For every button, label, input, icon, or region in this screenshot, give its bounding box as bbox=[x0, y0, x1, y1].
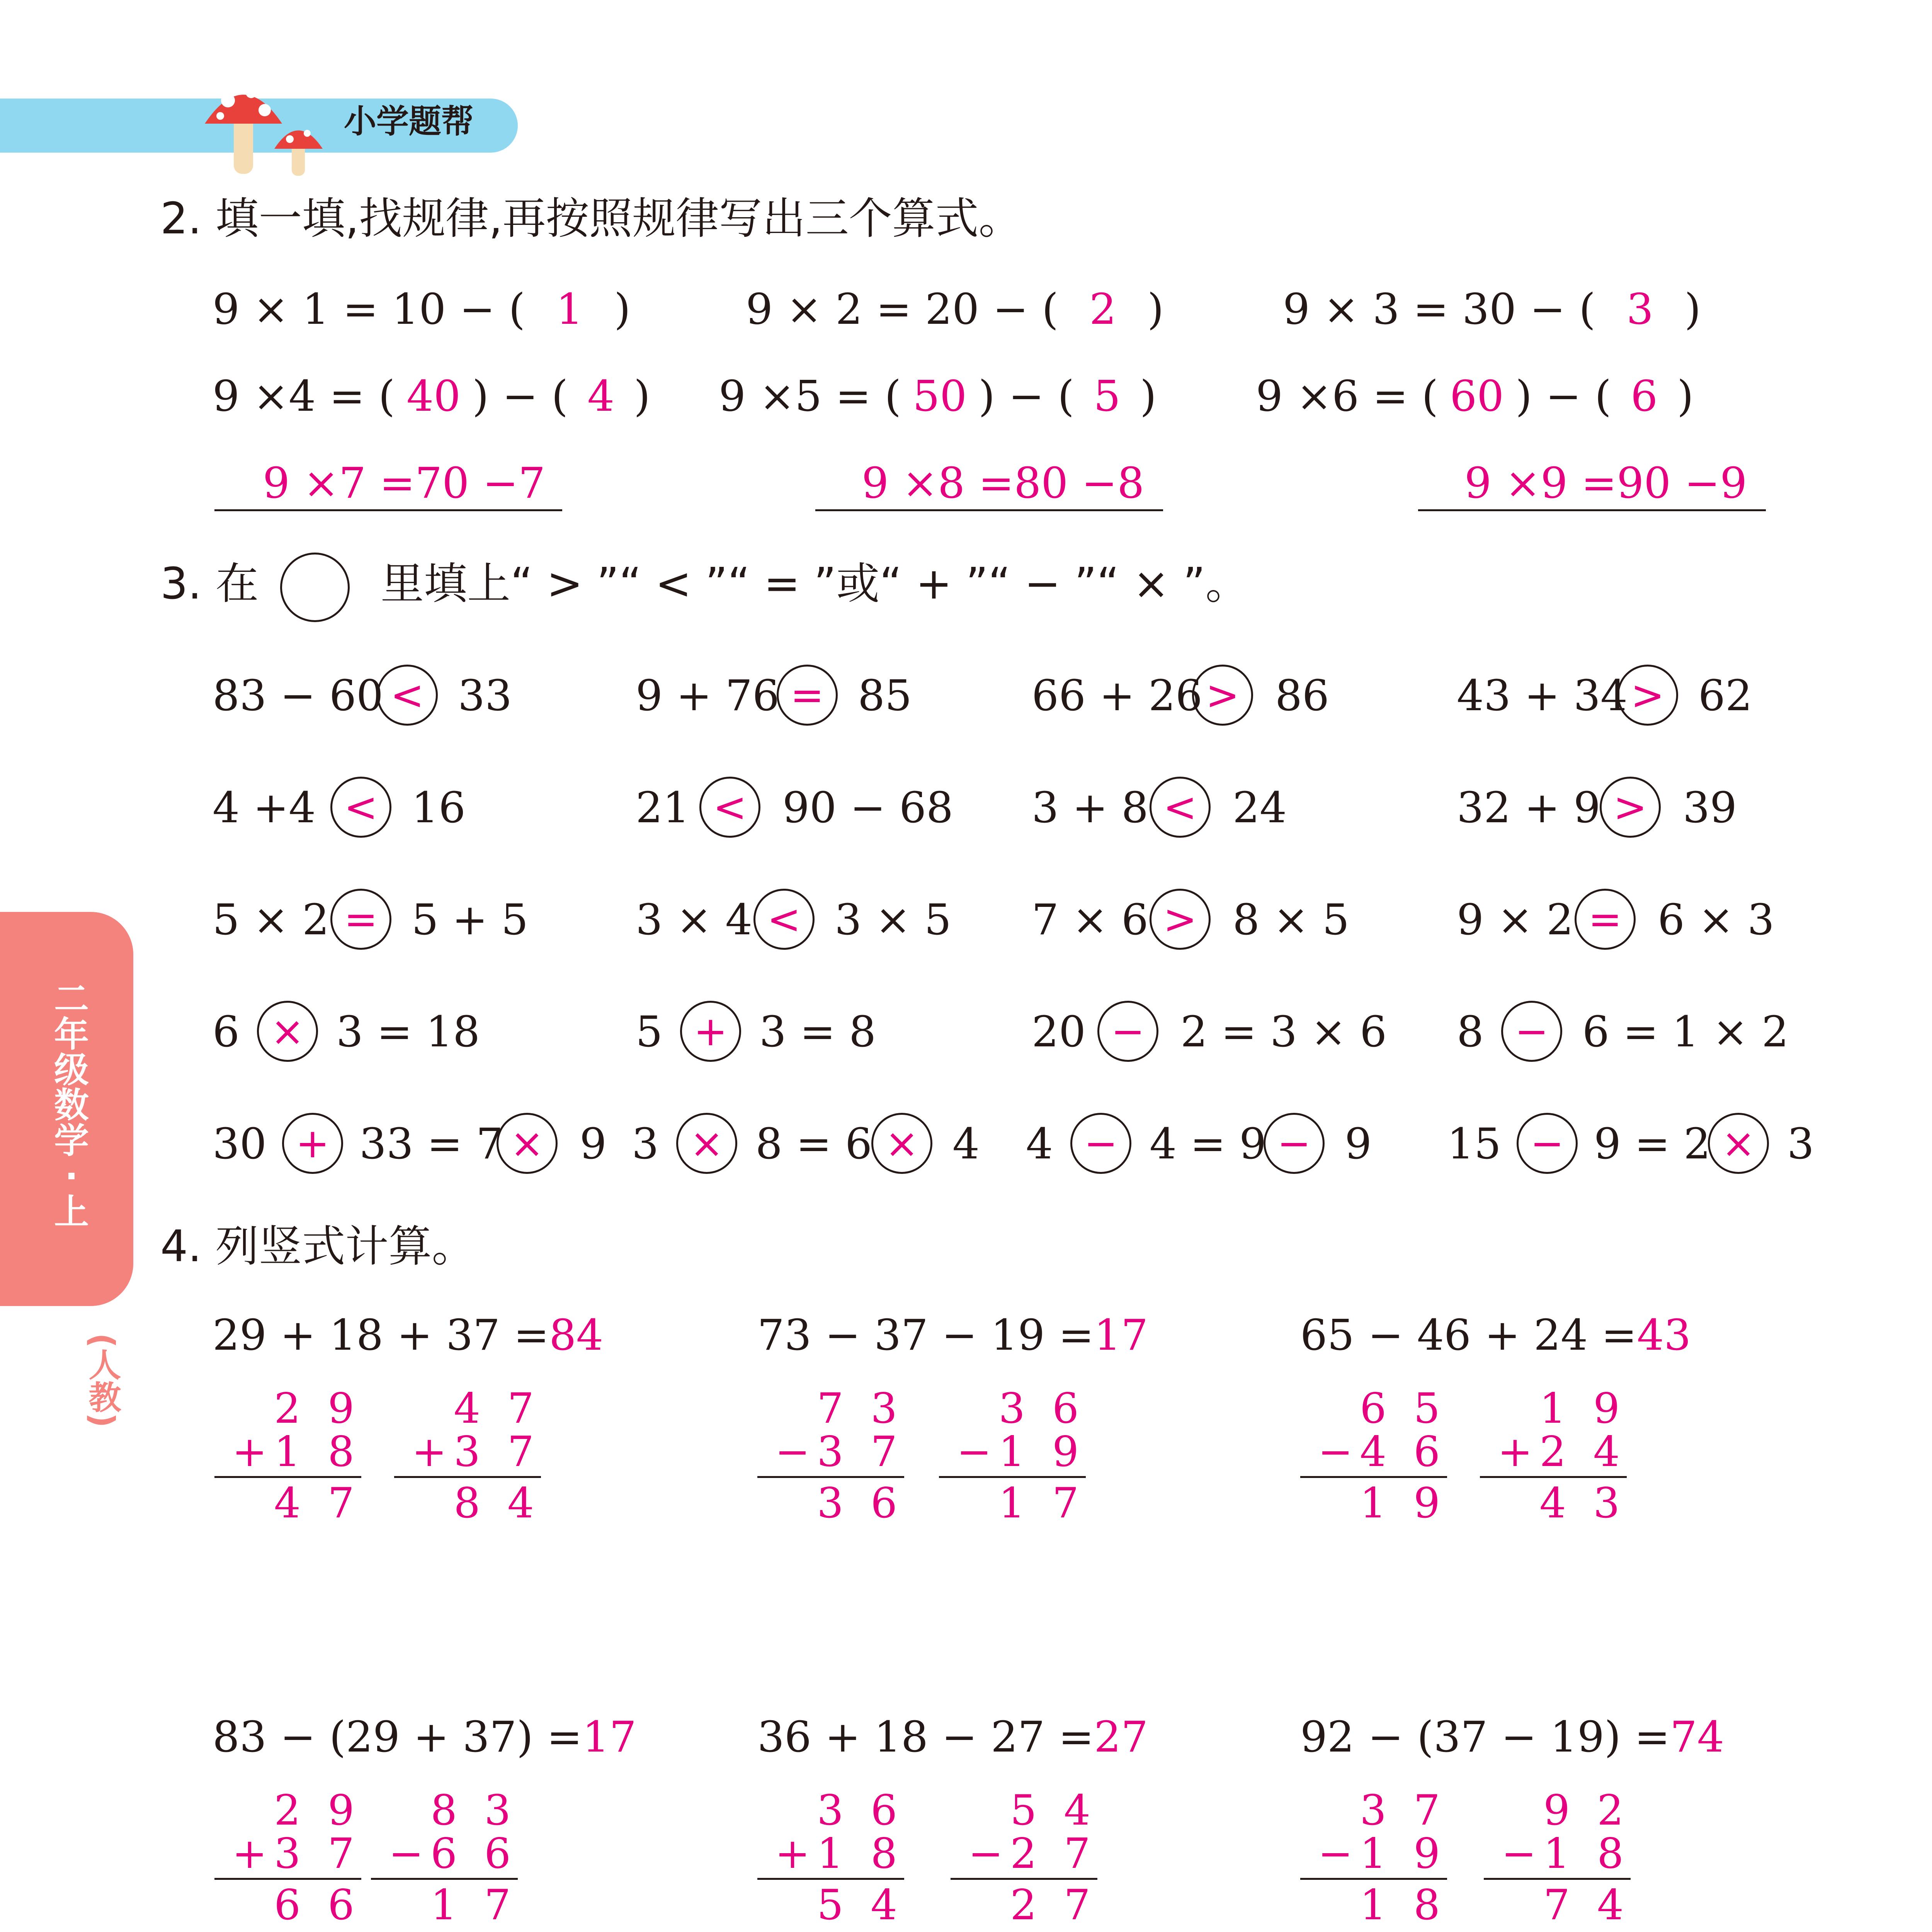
q3-r3c2-right: 3 × 5 bbox=[835, 895, 952, 944]
q4-p4-vertical-1: 2 9 +3 7 6 6 bbox=[214, 1789, 361, 1927]
q3-r5c2-answer1: × bbox=[676, 1113, 737, 1174]
q3-r1c2-left: 9 + 76 bbox=[636, 671, 780, 720]
mushroom-logo bbox=[197, 70, 336, 178]
q3-r3c1-left: 5 × 2 bbox=[213, 895, 330, 944]
q4-p2-vertical-2: 3 6 −1 9 1 7 bbox=[939, 1387, 1086, 1525]
q3-r3c1-right: 5 + 5 bbox=[412, 895, 529, 944]
side-tab-label: 二年级数学·上 bbox=[54, 979, 89, 1232]
q3-title-circle bbox=[280, 553, 350, 622]
q3-r2c1-right: 16 bbox=[412, 783, 466, 832]
q3-r2c1-answer: < bbox=[330, 777, 391, 838]
q3-r5c4-c: 3 bbox=[1787, 1119, 1814, 1168]
q3-r4c4-answer: − bbox=[1501, 1001, 1562, 1062]
q2-r2-c3: 9 ×6 = ( 60 ) − ( 6 ) bbox=[1256, 371, 1694, 421]
q3-r1c4-answer: > bbox=[1617, 665, 1678, 726]
q4-p2-expr: 73 − 37 − 19 =17 bbox=[757, 1310, 1148, 1360]
q3-r5c3-b: 4 = 9 bbox=[1150, 1119, 1267, 1168]
q3-r4c4-right: 6 = 1 × 2 bbox=[1582, 1007, 1789, 1056]
q4-title: 4. 列竖式计算。 bbox=[160, 1221, 475, 1272]
q3-r1c4-left: 43 + 34 bbox=[1457, 671, 1628, 720]
q3-r4c3-right: 2 = 3 × 6 bbox=[1180, 1007, 1387, 1056]
q4-p3-vertical-1: 6 5 −4 6 1 9 bbox=[1300, 1387, 1447, 1525]
q2-r1-c1: 9 × 1 = 10 − ( 1 ) bbox=[213, 284, 631, 334]
q3-r4c4-left: 8 bbox=[1457, 1007, 1484, 1056]
q3-r1c1-answer: < bbox=[377, 665, 438, 726]
q3-r2c3-left: 3 + 8 bbox=[1032, 783, 1149, 832]
q3-r3c4-left: 9 × 2 bbox=[1457, 895, 1574, 944]
q3-r1c2-answer: = bbox=[777, 665, 838, 726]
q4-p3-vertical-2: 1 9 +2 4 4 3 bbox=[1480, 1387, 1627, 1525]
q3-r5c4-b: 9 = 2 bbox=[1594, 1119, 1711, 1168]
q3-r2c1-left: 4 +4 bbox=[213, 783, 316, 832]
q3-r5c1-c: 9 bbox=[580, 1119, 607, 1168]
q4-p5-vertical-2: 5 4 −2 7 2 7 bbox=[951, 1789, 1097, 1927]
q4-p6-vertical-2: 9 2 −1 8 7 4 bbox=[1484, 1789, 1631, 1927]
q3-r1c2-right: 85 bbox=[858, 671, 912, 720]
q4-p5-vertical-1: 3 6 +1 8 5 4 bbox=[757, 1789, 904, 1927]
q3-r3c3-right: 8 × 5 bbox=[1233, 895, 1350, 944]
q2-r1-c3: 9 × 3 = 30 − ( 3 ) bbox=[1283, 284, 1701, 334]
q3-r1c1-left: 83 − 60 bbox=[213, 671, 384, 720]
q3-r5c1-answer1: + bbox=[282, 1113, 343, 1174]
q3-r4c2-answer: + bbox=[680, 1001, 741, 1062]
q4-p4-expr: 83 − (29 + 37) =17 bbox=[213, 1712, 637, 1762]
side-edition: (人教) bbox=[83, 1333, 121, 1428]
q2-written-3: 9 ×9 =90 −9 bbox=[1464, 458, 1747, 508]
q3-r5c4-answer2: × bbox=[1708, 1113, 1769, 1174]
q3-r2c3-answer: < bbox=[1150, 777, 1211, 838]
q3-r5c2-answer2: × bbox=[871, 1113, 932, 1174]
q3-r5c3-answer1: − bbox=[1070, 1113, 1131, 1174]
q4-p6-vertical-1: 3 7 −1 9 1 8 bbox=[1300, 1789, 1447, 1927]
q3-r1c4-right: 62 bbox=[1698, 671, 1752, 720]
q4-p6-expr: 92 − (37 − 19) =74 bbox=[1300, 1712, 1725, 1762]
q3-r3c4-answer: = bbox=[1575, 889, 1636, 950]
q3-r3c1-answer: = bbox=[330, 889, 391, 950]
q3-r5c3-a: 4 bbox=[1026, 1119, 1053, 1168]
q4-p1-expr: 29 + 18 + 37 =84 bbox=[213, 1310, 604, 1360]
q3-r2c3-right: 24 bbox=[1233, 783, 1287, 832]
q4-p4-vertical-2: 8 3 −6 6 1 7 bbox=[371, 1789, 518, 1927]
q2-r2-c1: 9 ×4 = ( 40 ) − ( 4 ) bbox=[213, 371, 650, 421]
q3-r3c3-left: 7 × 6 bbox=[1032, 895, 1149, 944]
q3-r4c3-left: 20 bbox=[1032, 1007, 1086, 1056]
q3-r2c2-answer: < bbox=[699, 777, 760, 838]
q3-r2c4-answer: > bbox=[1600, 777, 1661, 838]
q3-r3c3-answer: > bbox=[1150, 889, 1211, 950]
q3-r5c2-c: 4 bbox=[952, 1119, 980, 1168]
q3-r1c3-right: 86 bbox=[1275, 671, 1329, 720]
q3-r2c2-left: 21 bbox=[636, 783, 690, 832]
q3-r5c4-answer1: − bbox=[1517, 1113, 1578, 1174]
q3-r4c1-right: 3 = 18 bbox=[336, 1007, 480, 1056]
q2-written-1: 9 ×7 =70 −7 bbox=[263, 458, 546, 508]
q3-r4c1-left: 6 bbox=[213, 1007, 240, 1056]
q2-r1-c2: 9 × 2 = 20 − ( 2 ) bbox=[746, 284, 1164, 334]
q3-title-b: 里填上“ > ”“ < ”“ = ”或“ + ”“ − ”“ × ”。 bbox=[381, 559, 1249, 609]
q3-r5c3-c: 9 bbox=[1345, 1119, 1372, 1168]
q3-r1c3-left: 66 + 26 bbox=[1032, 671, 1203, 720]
q3-r4c1-answer: × bbox=[257, 1001, 318, 1062]
q3-r2c4-left: 32 + 9 bbox=[1457, 783, 1601, 832]
q3-r5c3-answer2: − bbox=[1264, 1113, 1325, 1174]
q3-r5c2-b: 8 = 6 bbox=[755, 1119, 872, 1168]
q3-r4c2-left: 5 bbox=[636, 1007, 663, 1056]
q4-p2-vertical-1: 7 3 −3 7 3 6 bbox=[757, 1387, 904, 1525]
q3-r4c2-right: 3 = 8 bbox=[759, 1007, 876, 1056]
q3-r1c3-answer: > bbox=[1192, 665, 1253, 726]
q2-line-3 bbox=[1418, 509, 1766, 511]
q4-p1-vertical-1: 2 9 +1 8 4 7 bbox=[214, 1387, 361, 1525]
q2-written-2: 9 ×8 =80 −8 bbox=[862, 458, 1145, 508]
q3-r3c4-right: 6 × 3 bbox=[1658, 895, 1775, 944]
q2-line-2 bbox=[815, 509, 1163, 511]
q3-r5c1-answer2: × bbox=[497, 1113, 558, 1174]
q4-p5-expr: 36 + 18 − 27 =27 bbox=[757, 1712, 1148, 1762]
q3-r3c2-left: 3 × 4 bbox=[636, 895, 753, 944]
q3-r4c3-answer: − bbox=[1097, 1001, 1158, 1062]
q3-r5c2-a: 3 bbox=[632, 1119, 659, 1168]
q3-r5c1-a: 30 bbox=[213, 1119, 267, 1168]
book-title: 小学题帮 bbox=[344, 102, 474, 140]
q3-title-a: 3. 在 bbox=[160, 559, 259, 609]
q4-p1-vertical-2: 4 7 +3 7 8 4 bbox=[394, 1387, 541, 1525]
q3-r3c2-answer: < bbox=[753, 889, 815, 950]
q2-r2-c2: 9 ×5 = ( 50 ) − ( 5 ) bbox=[719, 371, 1156, 421]
q3-r5c4-a: 15 bbox=[1447, 1119, 1501, 1168]
q3-r2c2-right: 90 − 68 bbox=[782, 783, 954, 832]
q2-title: 2. 填一填,找规律,再按照规律写出三个算式。 bbox=[160, 194, 1022, 244]
q4-p3-expr: 65 − 46 + 24 =43 bbox=[1300, 1310, 1691, 1360]
q3-r1c1-right: 33 bbox=[458, 671, 512, 720]
q3-r5c1-b: 33 = 7 bbox=[359, 1119, 503, 1168]
q3-r2c4-right: 39 bbox=[1683, 783, 1737, 832]
q2-line-1 bbox=[214, 509, 562, 511]
